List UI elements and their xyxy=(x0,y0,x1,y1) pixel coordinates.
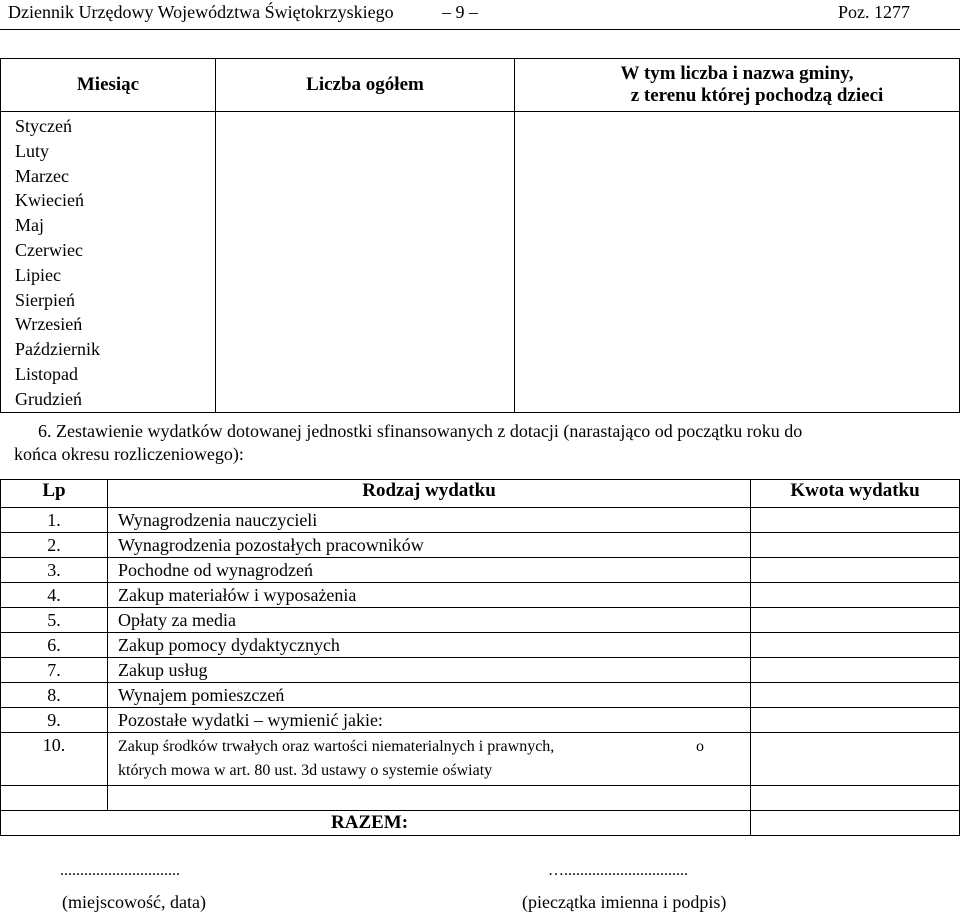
row-label: Zakup pomocy dydaktycznych xyxy=(108,633,751,658)
month-column-header: Miesiąc xyxy=(1,59,216,112)
month-list xyxy=(1,112,216,413)
signature-caption: (pieczątka imienna i podpis) xyxy=(522,892,727,912)
months-table xyxy=(0,58,960,413)
amount-cell[interactable] xyxy=(751,708,960,733)
row-lp: 8. xyxy=(1,683,108,708)
signature-dots: …............................... xyxy=(548,862,688,879)
amount-cell[interactable] xyxy=(751,608,960,633)
table-row xyxy=(1,558,960,583)
row-lp: 7. xyxy=(1,658,108,683)
month-item: Maj xyxy=(15,215,44,236)
position-number: Poz. 1277 xyxy=(838,2,910,22)
month-item: Październik xyxy=(15,339,100,360)
amount-cell[interactable] xyxy=(751,583,960,608)
amount-cell[interactable] xyxy=(751,683,960,708)
type-column-header: Rodzaj wydatku xyxy=(108,480,751,508)
amount-cell[interactable] xyxy=(751,533,960,558)
section-6-line2: końca okresu rozliczeniowego): xyxy=(14,444,244,464)
row-lp: 9. xyxy=(1,708,108,733)
amount-cell[interactable] xyxy=(751,786,960,811)
amount-cell[interactable] xyxy=(751,658,960,683)
total-label: RAZEM: xyxy=(331,812,409,833)
row-lp: 10. xyxy=(1,733,108,786)
table-row xyxy=(1,608,960,633)
table-row xyxy=(1,533,960,558)
journal-title: Dziennik Urzędowy Województwa Świętokrzyskiego xyxy=(8,2,394,22)
page-number: – 9 – xyxy=(442,2,478,22)
total-cell[interactable] xyxy=(216,112,515,413)
month-item: Kwiecień xyxy=(15,190,84,211)
row-lp: 6. xyxy=(1,633,108,658)
municipality-column-header: W tym liczba i nazwa gminy, z terenu której pochodzą dzieci xyxy=(515,59,960,112)
month-item: Czerwiec xyxy=(15,239,83,260)
place-date-dots: .............................. xyxy=(60,862,180,879)
month-item: Lipiec xyxy=(15,264,61,285)
row-label: Zakup materiałów i wyposażenia xyxy=(108,583,751,608)
row-label: Zakup środków trwałych oraz wartości niematerialnych i prawnych, o których mowa w art. 80 ust. 3d ustawy o systemie oświaty xyxy=(108,733,751,786)
row-lp: 4. xyxy=(1,583,108,608)
row-lp: 5. xyxy=(1,608,108,633)
table-row xyxy=(1,708,960,733)
amount-cell[interactable] xyxy=(751,633,960,658)
total-label-cell xyxy=(1,811,751,836)
table-row xyxy=(1,658,960,683)
blank-lp-cell xyxy=(1,786,108,811)
place-date-caption: (miejscowość, data) xyxy=(62,892,206,912)
amount-cell[interactable] xyxy=(751,558,960,583)
section-6-line1: 6. Zestawienie wydatków dotowanej jednostki sfinansowanych z dotacji (narastająco od początku roku do xyxy=(38,421,803,441)
row-lp: 1. xyxy=(1,508,108,533)
row-lp: 3. xyxy=(1,558,108,583)
row-label: Zakup usług xyxy=(108,658,751,683)
row-label: Wynagrodzenia pozostałych pracowników xyxy=(108,533,751,558)
table-row xyxy=(1,811,960,836)
table-row xyxy=(1,683,960,708)
row-lp: 2. xyxy=(1,533,108,558)
amount-cell[interactable] xyxy=(751,733,960,786)
month-item: Styczeń xyxy=(15,116,72,136)
month-item: Listopad xyxy=(15,363,78,384)
table-row xyxy=(1,733,960,786)
row-label: Pochodne od wynagrodzeń xyxy=(108,558,751,583)
amount-cell[interactable] xyxy=(751,508,960,533)
header-rule xyxy=(0,29,960,30)
table-row xyxy=(1,508,960,533)
month-item: Luty xyxy=(15,140,49,161)
row-label: Opłaty za media xyxy=(108,608,751,633)
expenses-table xyxy=(0,479,960,836)
lp-column-header: Lp xyxy=(1,480,108,508)
table-row xyxy=(1,786,960,811)
municipality-cell[interactable] xyxy=(515,112,960,413)
month-item: Grudzień xyxy=(15,388,82,409)
blank-label-cell[interactable] xyxy=(108,786,751,811)
month-item: Wrzesień xyxy=(15,314,83,335)
month-item: Sierpień xyxy=(15,289,75,310)
row-label: Wynagrodzenia nauczycieli xyxy=(108,508,751,533)
total-amount-cell[interactable] xyxy=(751,811,960,836)
table-row xyxy=(1,583,960,608)
month-item: Marzec xyxy=(15,165,69,186)
total-column-header: Liczba ogółem xyxy=(216,59,515,112)
row-label: Pozostałe wydatki – wymienić jakie: xyxy=(108,708,751,733)
table-row xyxy=(1,633,960,658)
amount-column-header: Kwota wydatku xyxy=(751,480,960,508)
row-label: Wynajem pomieszczeń xyxy=(108,683,751,708)
